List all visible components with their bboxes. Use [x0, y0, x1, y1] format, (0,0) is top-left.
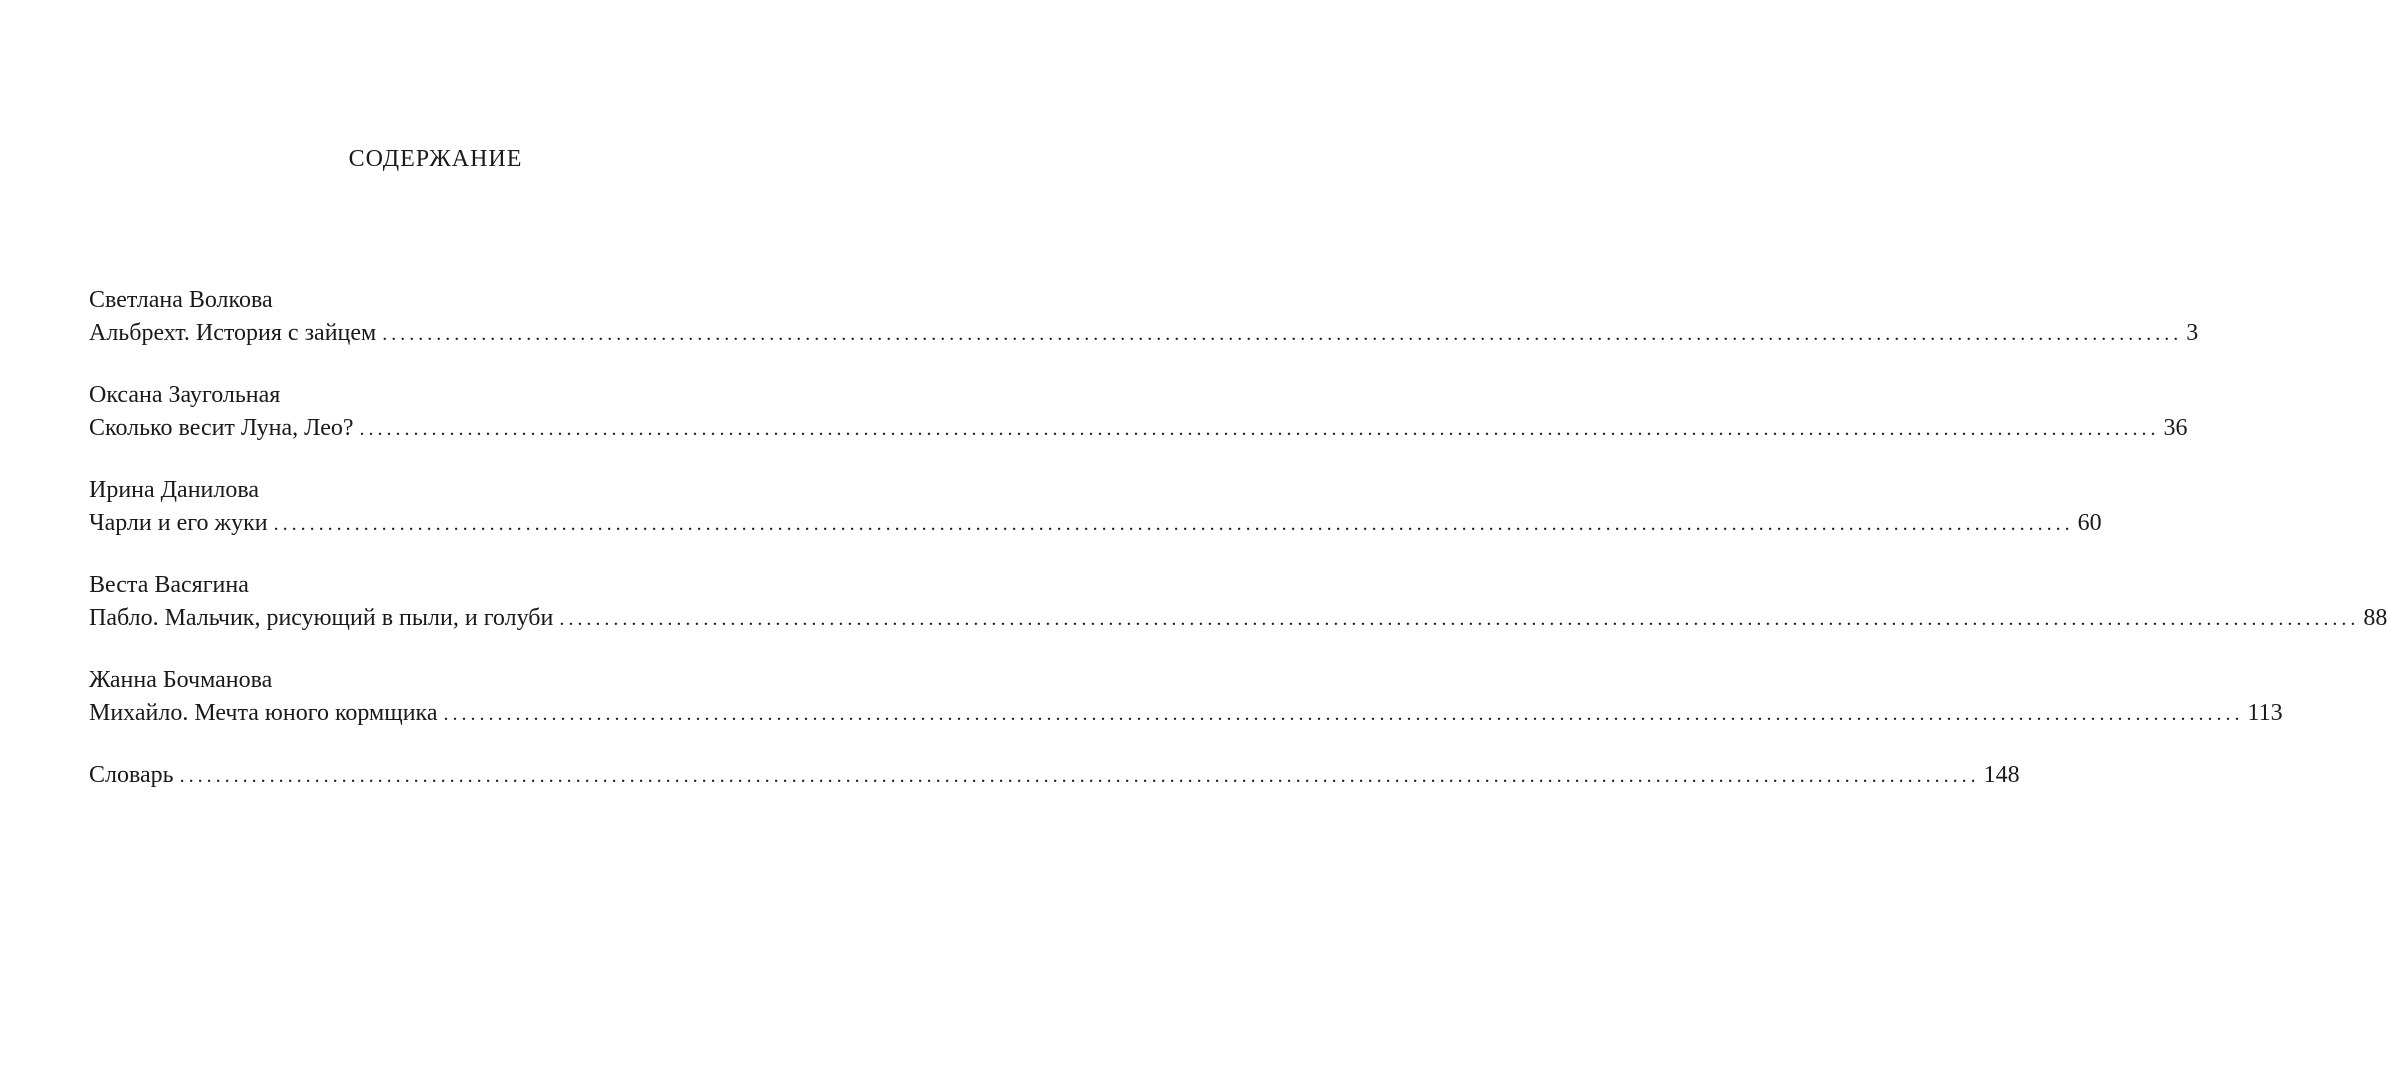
- glossary-page-number: 148: [1983, 762, 2020, 788]
- entry-title: Пабло. Мальчик, рисующий в пыли, и голуби: [89, 605, 554, 631]
- entry-line[interactable]: [89, 697, 2283, 731]
- entry-author: Веста Васягина: [89, 572, 249, 598]
- glossary-line[interactable]: [89, 759, 2020, 793]
- entry-page-number: 60: [2077, 510, 2102, 536]
- entry-author: Оксана Заугольная: [89, 382, 281, 408]
- dot-leader: ........................................................................................................................................................................................................: [179, 765, 1980, 787]
- entry-line[interactable]: [89, 507, 2102, 541]
- dot-leader: ........................................................................................................................................................................................................: [273, 513, 2074, 535]
- toc-entry: [89, 569, 2387, 636]
- entry-author: Жанна Бочманова: [89, 667, 273, 693]
- entry-line[interactable]: [89, 412, 2188, 446]
- contents-heading: СОДЕРЖАНИЕ: [348, 146, 523, 172]
- entry-page-number: 36: [2163, 415, 2188, 441]
- entry-title: Альбрехт. История с зайцем: [89, 320, 377, 346]
- entry-title: Михайло. Мечта юного кормщика: [89, 700, 438, 726]
- dot-leader: ........................................................................................................................................................................................................: [382, 323, 2183, 345]
- glossary-title: Словарь: [89, 762, 174, 788]
- dot-leader: ........................................................................................................................................................................................................: [443, 703, 2244, 725]
- entry-title: Чарли и его жуки: [89, 510, 268, 536]
- toc-entry: [89, 284, 2199, 351]
- dot-leader: ........................................................................................................................................................................................................: [559, 608, 2360, 630]
- entry-page-number: 3: [2186, 320, 2199, 346]
- entry-author: Светлана Волкова: [89, 287, 273, 313]
- dot-leader: ........................................................................................................................................................................................................: [359, 418, 2160, 440]
- entry-title: Сколько весит Луна, Лео?: [89, 415, 354, 441]
- entry-author: Ирина Данилова: [89, 477, 260, 503]
- entry-line[interactable]: [89, 602, 2387, 636]
- entry-page-number: 113: [2247, 700, 2283, 726]
- toc-entry: [89, 379, 2188, 446]
- table-of-contents: [89, 284, 2387, 793]
- toc-entry: [89, 474, 2102, 541]
- entry-line[interactable]: [89, 317, 2199, 351]
- toc-entry: [89, 664, 2283, 731]
- entry-page-number: 88: [2363, 605, 2387, 631]
